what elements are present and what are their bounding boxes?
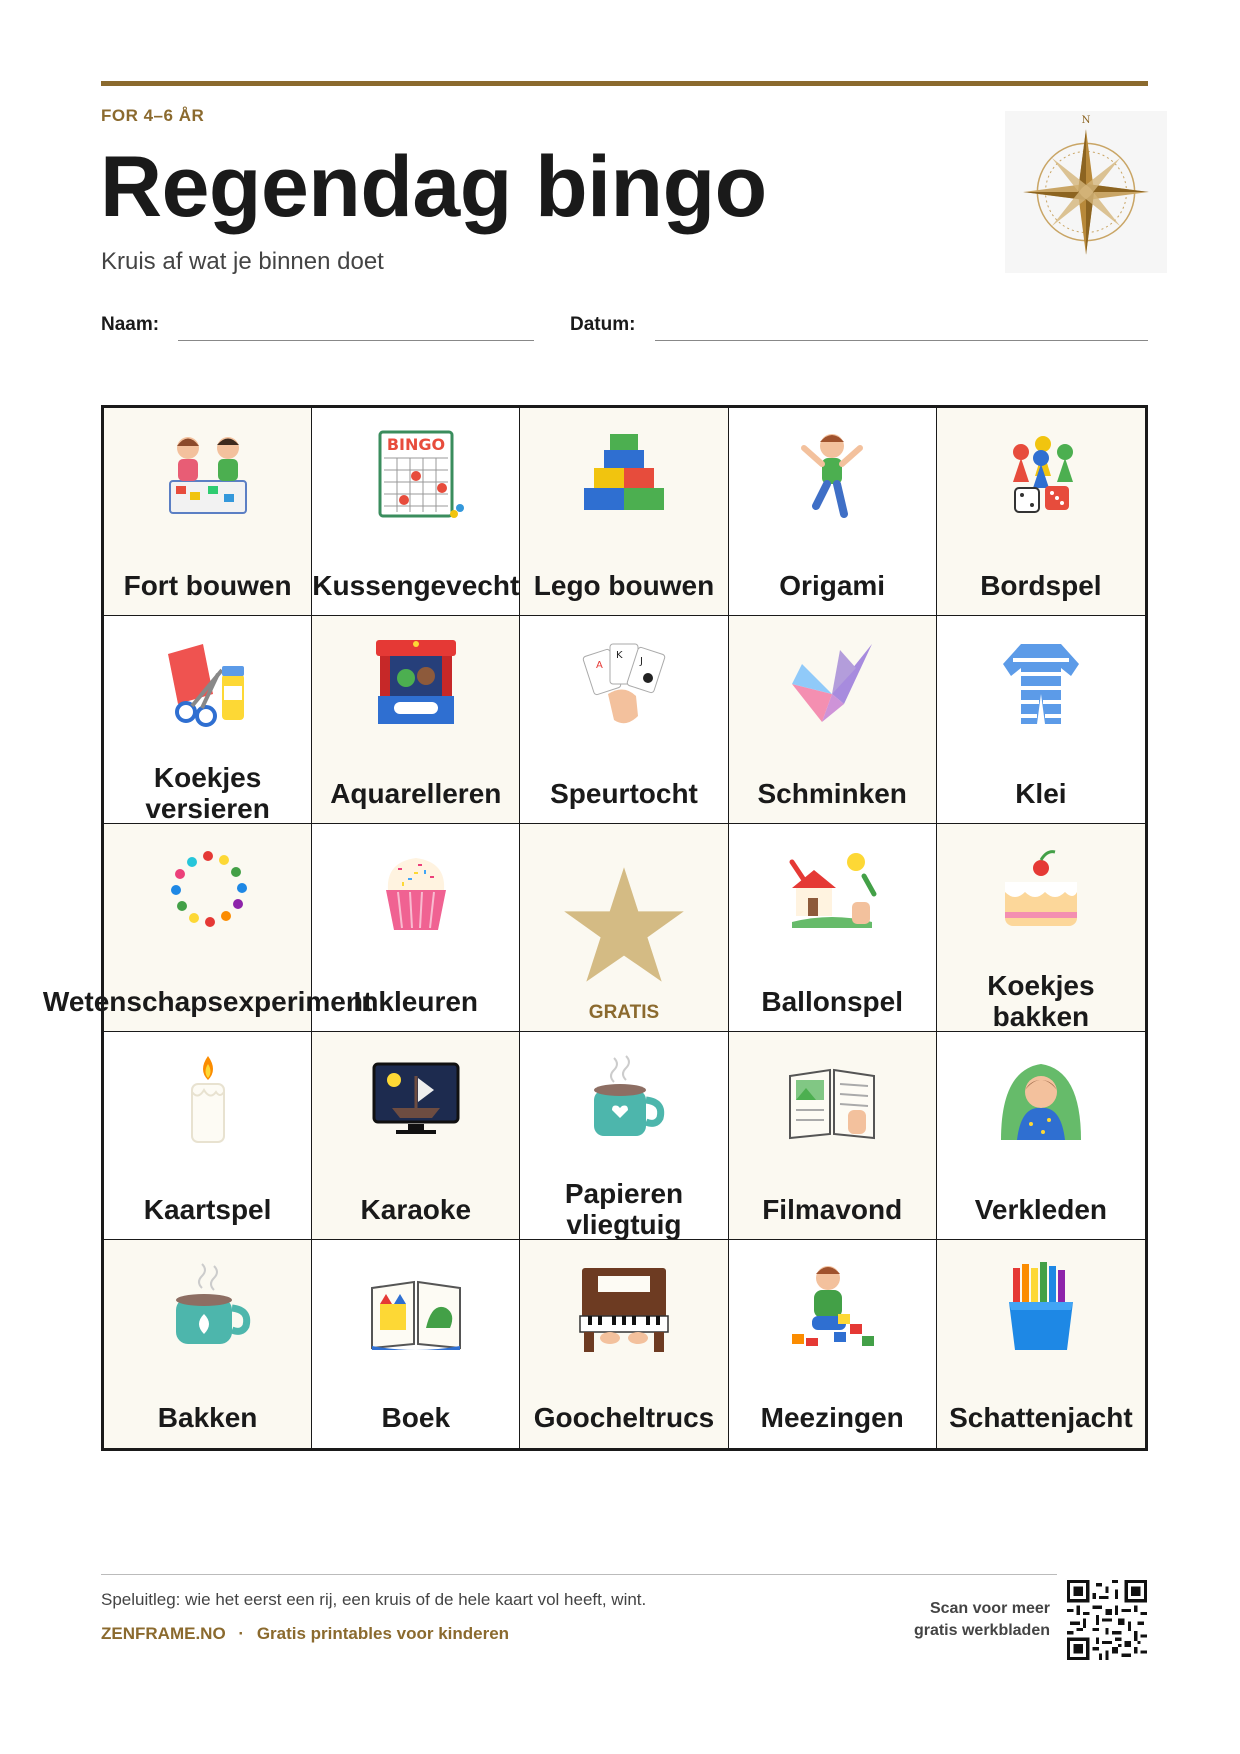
bingo-cell[interactable] bbox=[937, 408, 1145, 616]
bingo-grid bbox=[42, 405, 1148, 1451]
name-input-line[interactable] bbox=[178, 340, 534, 341]
bingo-cell-label: Verkleden bbox=[974, 1193, 1108, 1225]
pajamas-icon bbox=[991, 634, 1091, 734]
bingo-cell-label: Ballonspel bbox=[761, 985, 903, 1017]
svg-text:J: J bbox=[639, 656, 643, 667]
footer-divider bbox=[101, 1574, 1057, 1575]
bingo-cell-label: Origami bbox=[779, 569, 886, 601]
name-label: Naam: bbox=[101, 314, 160, 335]
storybook-castle-icon bbox=[366, 1258, 466, 1358]
children-board-game-icon bbox=[158, 426, 258, 526]
bingo-cell-label: Speurtocht bbox=[550, 777, 698, 809]
scan-line-1: Scan voor meer bbox=[929, 1600, 1050, 1617]
top-accent-bar bbox=[101, 81, 1148, 86]
child-drawing-icon bbox=[782, 842, 882, 942]
scan-prompt bbox=[880, 1598, 1050, 1643]
date-label: Datum: bbox=[570, 314, 636, 335]
jumping-boy-icon bbox=[782, 426, 882, 526]
bingo-cell-label: Karaoke bbox=[360, 1193, 472, 1225]
svg-text:N: N bbox=[1081, 115, 1091, 127]
bingo-cell[interactable] bbox=[937, 824, 1145, 1032]
puppet-theater-icon bbox=[366, 634, 466, 734]
bingo-cell-label: Bakken bbox=[157, 1401, 258, 1433]
footer-brand bbox=[101, 1624, 509, 1644]
bingo-cell-label: Koekjes bakken bbox=[987, 970, 1095, 1032]
colored-pencils-icon bbox=[991, 1258, 1091, 1358]
date-input-line[interactable] bbox=[655, 340, 1148, 341]
bingo-cell[interactable] bbox=[937, 616, 1145, 824]
scan-line-2: gratis werkbladen bbox=[913, 1622, 1050, 1640]
page-title: Regendag bingo bbox=[100, 139, 767, 235]
cupcake-icon bbox=[366, 842, 466, 942]
brand-name[interactable]: ZENFRAME.NO bbox=[101, 1624, 226, 1643]
brand-separator: · bbox=[238, 1624, 245, 1643]
bingo-cell-label: Koekjes versieren bbox=[145, 762, 270, 824]
bingo-cell-label: Papieren vliegtuig bbox=[564, 1178, 684, 1240]
playing-cards-icon bbox=[574, 634, 674, 734]
child-blanket-icon bbox=[991, 1050, 1091, 1150]
bingo-cell-label: Meezingen bbox=[760, 1401, 904, 1433]
compass-rose-icon bbox=[1005, 111, 1167, 273]
qr-code-icon[interactable] bbox=[1067, 1580, 1147, 1660]
page-subtitle: Kruis af wat je binnen doet bbox=[101, 248, 384, 275]
bingo-cell-label: Filmavond bbox=[762, 1193, 903, 1225]
bingo-cell-label: Schattenjacht bbox=[949, 1401, 1133, 1433]
brand-tagline: Gratis printables voor kinderen bbox=[256, 1624, 510, 1643]
paper-crane-icon bbox=[782, 634, 882, 734]
age-label: FOR 4–6 ÅR bbox=[101, 106, 205, 125]
bingo-cell-label: Fort bouwen bbox=[123, 569, 292, 601]
game-rules: Speluitleg: wie het eerst een rij, een kruis of de hele kaart vol heeft, wint. bbox=[101, 1590, 647, 1609]
tea-cup-icon bbox=[574, 1050, 674, 1150]
teacup-steam-icon bbox=[158, 1258, 258, 1358]
bingo-cell-label: Klei bbox=[1015, 777, 1067, 809]
bingo-cell-label: Wetenschapsexperiment bbox=[42, 985, 373, 1017]
bingo-cell-label: Kaartspel bbox=[143, 1193, 272, 1225]
bingo-cell[interactable] bbox=[312, 824, 520, 1032]
scissors-glue-icon bbox=[158, 634, 258, 734]
bingo-cell-label: Goocheltrucs bbox=[533, 1401, 715, 1433]
boy-blocks-icon bbox=[782, 1258, 882, 1358]
bingo-cell-label: Bordspel bbox=[980, 569, 1102, 601]
bingo-cell-label: Inkleuren bbox=[353, 985, 479, 1017]
building-blocks-icon bbox=[574, 426, 674, 526]
svg-text:BINGO: BINGO bbox=[386, 435, 445, 454]
free-space-label: GRATIS bbox=[588, 1002, 660, 1023]
tv-pirate-ship-icon bbox=[366, 1050, 466, 1150]
bingo-cell-label: Lego bouwen bbox=[533, 569, 715, 601]
svg-text:A: A bbox=[595, 660, 603, 671]
candle-icon bbox=[158, 1050, 258, 1150]
cake-icon bbox=[991, 842, 1091, 942]
bead-bracelet-icon bbox=[158, 842, 258, 942]
bingo-cell-label: Boek bbox=[381, 1401, 451, 1433]
bingo-card-icon bbox=[366, 426, 466, 526]
bingo-cell-label: Schminken bbox=[757, 777, 907, 809]
bingo-cell[interactable] bbox=[937, 1032, 1145, 1240]
svg-text:K: K bbox=[615, 650, 623, 661]
open-book-icon bbox=[782, 1050, 882, 1150]
game-pawns-dice-icon bbox=[991, 426, 1091, 526]
bingo-cell[interactable] bbox=[937, 1240, 1145, 1448]
bingo-cell-label: Kussengevecht bbox=[312, 569, 520, 601]
bingo-cell-label: Aquarelleren bbox=[330, 777, 502, 809]
piano-icon bbox=[574, 1258, 674, 1358]
